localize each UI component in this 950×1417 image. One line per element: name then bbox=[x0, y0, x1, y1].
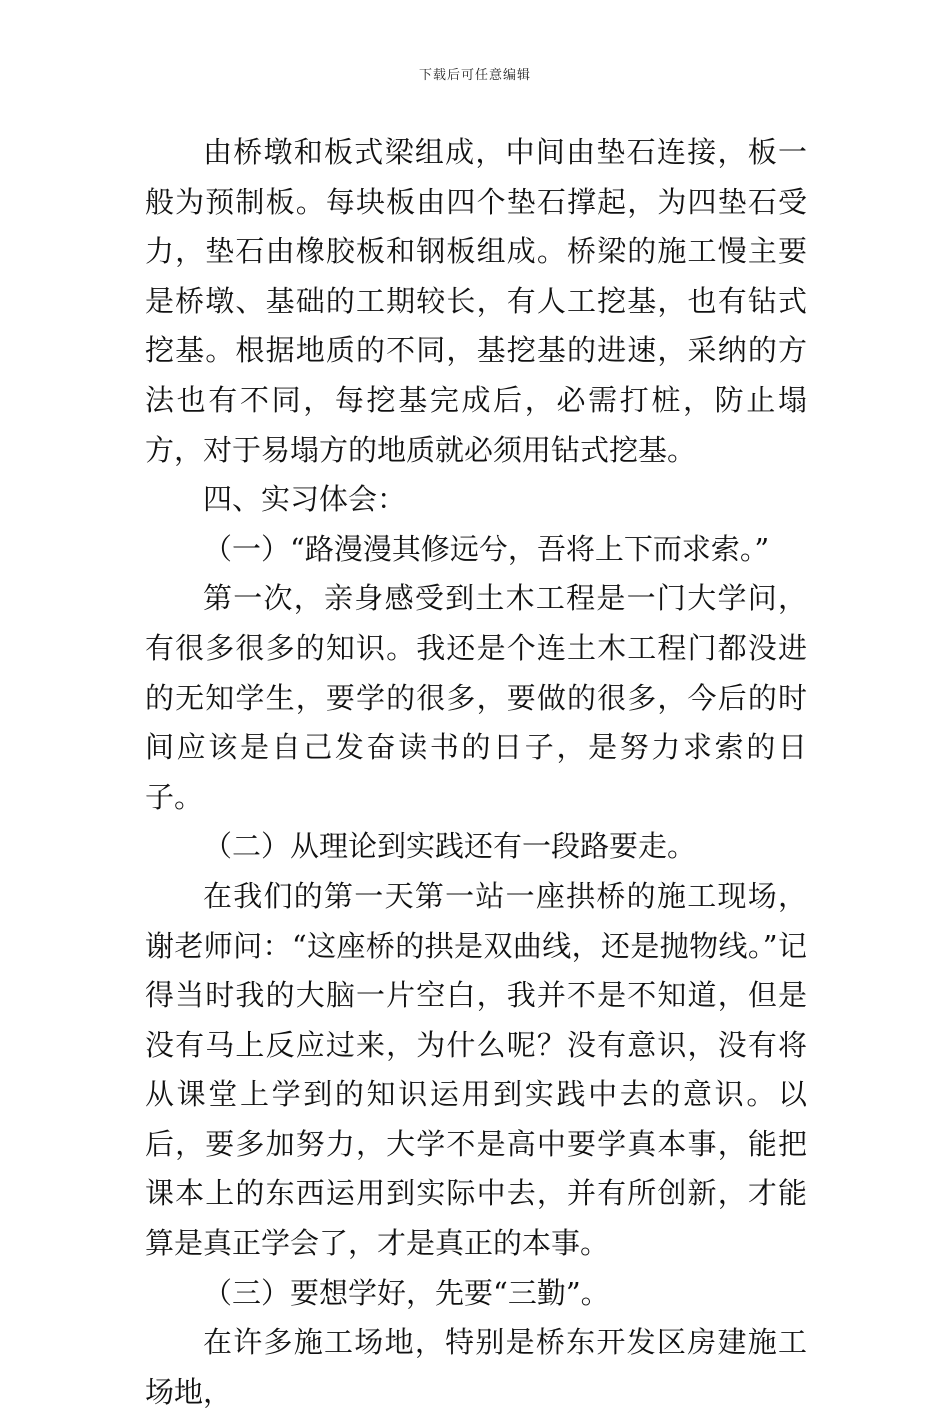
paragraph-bridge-structure: 由桥墩和板式梁组成，中间由垫石连接，板一般为预制板。每块板由四个垫石撑起，为四垫石受力，垫石由橡胶板和钢板组成。桥梁的施工慢主要是桥墩、基础的工期较长，有人工挖基，也有钻式挖基。根据地质的不同，基挖基的进速，采纳的方法也有不同，每挖基完成后，必需打桩，防止塌方，对于易塌方的地质就必须用钻式挖基。 bbox=[145, 135, 807, 467]
subheading-3: （三）要想学好，先要“三勤”。 bbox=[203, 1275, 610, 1310]
paragraph-arch-bridge: 在我们的第一天第一站一座拱桥的施工现场，谢老师问：“这座桥的拱是双曲线，还是抛物线。”记得当时我的大脑一片空白，我并不是不知道，但是没有马上反应过来，为什么呢？没有意识，没有将从课堂上学到的知识运用到实践中去的意识。以后，要多加努力，大学不是高中要学真本事，能把课本上的东西运用到实际中去，并有所创新，才能算是真正学会了，才是真正的本事。 bbox=[145, 878, 807, 1261]
body-text bbox=[145, 128, 807, 1417]
paragraph-first-experience: 第一次，亲身感受到土木工程是一门大学问，有很多很多的知识。我还是个连土木工程门都没进的无知学生，要学的很多，要做的很多，今后的时间应该是自己发奋读书的日子，是努力求索的日子。 bbox=[145, 581, 807, 814]
subheading-2: （二）从理论到实践还有一段路要走。 bbox=[203, 829, 697, 864]
section-heading-internship-reflections: 四、实习体会： bbox=[203, 482, 407, 517]
header-note: 下载后可任意编辑 bbox=[418, 68, 531, 83]
paragraph-construction-sites: 在许多施工场地，特别是桥东开发区房建施工场地， bbox=[145, 1325, 807, 1409]
subheading-1: （一）“路漫漫其修远兮，吾将上下而求索。” bbox=[203, 531, 770, 566]
